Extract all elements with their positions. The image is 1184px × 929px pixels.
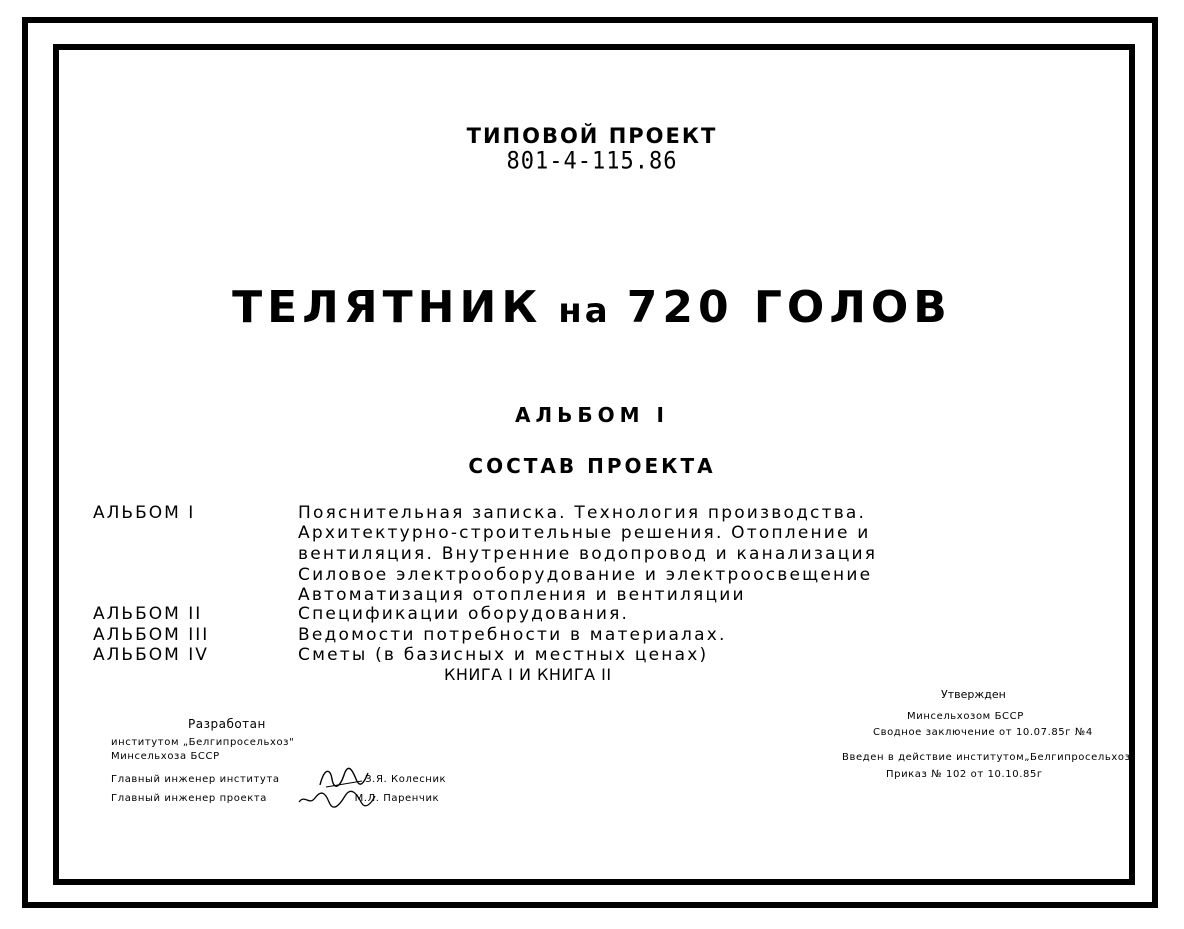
- album-1-line-1: Пояснительная записка. Технология производства.: [298, 503, 867, 523]
- chief-engineer-project: [111, 793, 439, 804]
- contents-heading: СОСТАВ ПРОЕКТА: [468, 454, 716, 478]
- title-part-3: 720 ГОЛОВ: [626, 282, 952, 333]
- album-1-line-2: Архитектурно-строительные решения. Отопление и: [298, 523, 871, 543]
- album-label-3: АЛЬБОМ III: [93, 625, 210, 645]
- chief-engineer-institute-label: Главный инженер института: [111, 774, 280, 785]
- album-label-2: АЛЬБОМ II: [93, 604, 203, 624]
- enacted-note: Введен в действие институтом„Белгипросельхоз": [842, 752, 1136, 763]
- signature-2: [295, 788, 379, 810]
- developed-ministry: Минсельхоза БССР: [111, 751, 220, 762]
- album-1-line-5: Автоматизация отопления и вентиляции: [298, 585, 746, 605]
- approved-ministry: Минсельхозом БССР: [907, 711, 1024, 722]
- developed-title: Разработан: [188, 717, 266, 731]
- album-1-line-4: Силовое электрооборудование и электроосвещение: [298, 565, 873, 585]
- approved-label: Утвержден: [941, 688, 1006, 701]
- album-4-line-1: Сметы (в базисных и местных ценах): [298, 645, 709, 665]
- album-3-line-1: Ведомости потребности в материалах.: [298, 625, 727, 645]
- chief-engineer-project-name: М.Л. Паренчик: [354, 793, 440, 804]
- developed-institute: институтом „Белгипросельхоз": [111, 737, 295, 748]
- album-1-line-3: вентиляция. Внутренние водопровод и канализация: [298, 544, 878, 564]
- chief-engineer-institute: [111, 774, 446, 785]
- approval-conclusion: Сводное заключение от 10.07.85г №4: [873, 727, 1093, 738]
- main-title: [0, 282, 1184, 333]
- album-2-line-1: Спецификации оборудования.: [298, 604, 630, 624]
- chief-engineer-institute-name: З.Я. Колесник: [365, 774, 447, 785]
- album-label-4: АЛЬБОМ IV: [93, 645, 209, 665]
- project-type-label: ТИПОВОЙ ПРОЕКТ: [466, 124, 718, 148]
- album-heading: АЛЬБОМ I: [515, 403, 669, 427]
- order-note: Приказ № 102 от 10.10.85г: [886, 769, 1043, 780]
- title-part-2: на: [558, 291, 611, 331]
- books-note: КНИГА I И КНИГА II: [444, 665, 612, 684]
- album-label-1: АЛЬБОМ I: [93, 503, 196, 523]
- chief-engineer-project-label: Главный инженер проекта: [111, 793, 267, 804]
- title-part-1: ТЕЛЯТНИК: [232, 282, 543, 333]
- project-code: 801-4-115.86: [506, 147, 678, 176]
